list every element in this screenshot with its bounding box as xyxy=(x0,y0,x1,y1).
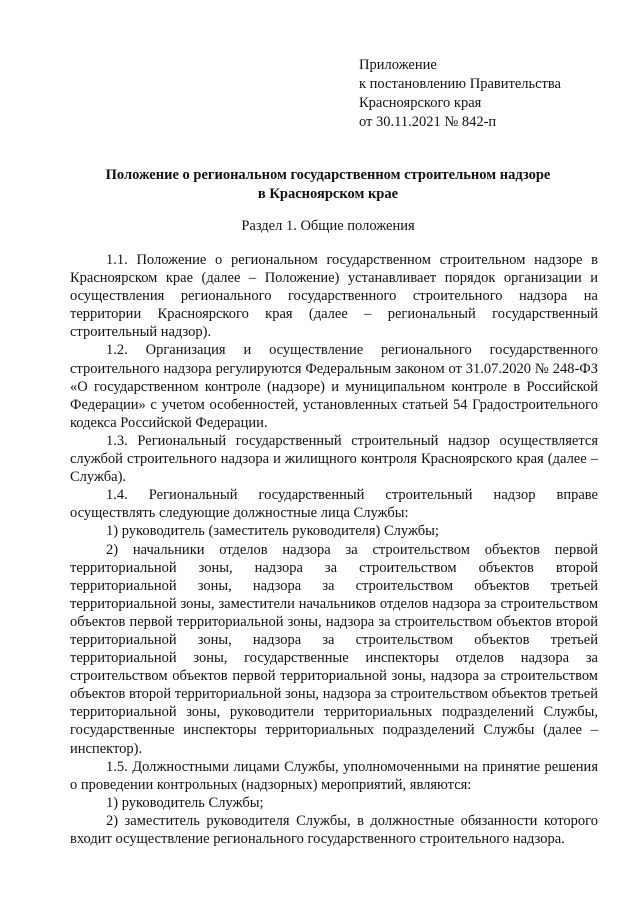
paragraph: 1) руководитель Службы; xyxy=(106,794,264,811)
document-title xyxy=(60,166,596,204)
title-line: в Красноярском крае xyxy=(257,186,399,202)
paragraph: 1) руководитель (заместитель руководителя) Службы; xyxy=(106,523,439,540)
paragraph: 1.5. Должностными лицами Службы, уполномоченными на принятие решения о проведении контрольных (надзорных) мероприятий, являются: xyxy=(70,758,598,793)
paragraph: 2) начальники отделов надзора за строительством объектов первой территориальной зоны, надзора за строительством объектов второй территориальной зоны, надзора за строительством объектов третьей территориальной зоны, заместители начальников отделов надзора за строительством объектов первой территориальной зоны, надзора за строительством объектов второй территориальной зоны, надзора за строительством объектов третьей территориальной зоны, государственные инспекторы отделов надзора за строительством объектов первой территориальной зоны, надзора за строительством объектов второй территориальной зоны, надзора за строительством объектов третьей территориальной зоны, руководители территориальных подразделений Службы, государственные инспекторы территориальных подразделений Службы (далее – инспектор). xyxy=(70,541,598,757)
paragraph: 2) заместитель руководителя Службы, в должностные обязанности которого входит осуществление регионального государственного строительного надзора. xyxy=(70,812,598,847)
section-heading: Раздел 1. Общие положения xyxy=(241,218,415,234)
paragraph: 1.4. Региональный государственный строительный надзор вправе осуществлять следующие должностные лица Службы: xyxy=(70,487,598,522)
appendix-block xyxy=(359,56,561,132)
title-line: Положение о региональном государственном строительном надзоре xyxy=(105,167,551,183)
paragraph: 1.1. Положение о региональном государственном строительном надзоре в Красноярском крае (далее – Положение) устанавливает порядок организации и осуществления регионального государственного строительного надзора на территории Красноярского края (далее – региональный государственный строительный надзор). xyxy=(70,252,598,341)
paragraph: 1.2. Организация и осуществление регионального государственного строительного надзора регулируются Федеральным законом от 31.07.2020 № 248-ФЗ «О государственном контроле (надзоре) и муниципальном контроле в Российской Федерации» с учетом особенностей, установленных статьей 54 Градостроительного кодекса Российской Федерации. xyxy=(70,342,598,431)
appendix-line: Красноярского края xyxy=(359,95,482,111)
document-body xyxy=(70,251,598,848)
paragraph: 1.3. Региональный государственный строительный надзор осуществляется службой строительного надзора и жилищного контроля Красноярского края (далее – Служба). xyxy=(70,432,598,486)
appendix-line: к постановлению Правительства xyxy=(359,76,561,92)
appendix-line: Приложение xyxy=(359,57,437,73)
appendix-line: от 30.11.2021 № 842-п xyxy=(359,114,497,130)
